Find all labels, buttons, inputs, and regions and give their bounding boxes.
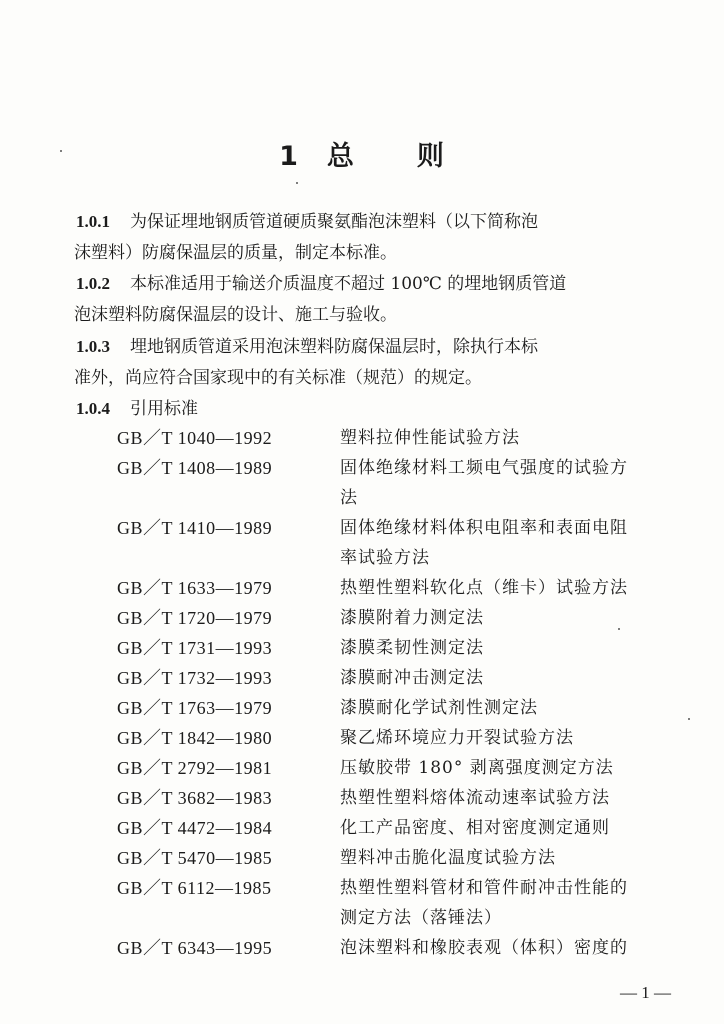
clause-text: 引用标准 [130,399,198,419]
page-number: — 1 — [620,983,671,1002]
clause-text: 为保证埋地钢质管道硬质聚氨酯泡沫塑料（以下简称泡 [130,212,538,232]
list-item-continued [117,543,712,573]
standard-title-continued: 法 [340,488,358,508]
list-item [117,873,712,903]
chapter-title-char-1: 总 [326,141,355,172]
list-item [117,783,712,813]
standard-code: GB／T 5470—1985 [117,848,273,868]
clause-text: 埋地钢质管道采用泡沫塑料防腐保温层时，除执行本标 [130,337,538,357]
standard-code: GB／T 1731—1993 [117,638,273,658]
chapter-title [0,134,724,173]
standard-title: 压敏胶带 180° 剥离强度测定方法 [340,758,614,778]
clause-number: 1.0.1 [76,212,110,231]
standard-code: GB／T 2792—1981 [117,758,273,778]
standard-title: 固体绝缘材料体积电阻率和表面电阻 [340,518,628,538]
list-item [117,573,712,603]
clause-number: 1.0.2 [76,274,110,293]
standard-code: GB／T 6343—1995 [117,938,273,958]
list-item [117,933,712,963]
standard-code: GB／T 3682—1983 [117,788,273,808]
standard-title: 热塑性塑料熔体流动速率试验方法 [340,788,610,808]
clause-number: 1.0.4 [76,399,110,418]
standard-title: 塑料拉伸性能试验方法 [340,428,520,448]
clause-text-continued: 沫塑料）防腐保温层的质量，制定本标准。 [74,243,397,263]
standard-title: 塑料冲击脆化温度试验方法 [340,848,556,868]
standard-code: GB／T 1633—1979 [117,578,273,598]
list-item [117,513,712,543]
list-item [117,603,712,633]
standard-title: 漆膜附着力测定法 [340,608,484,628]
list-item [117,663,712,693]
clause-text-continued: 准外，尚应符合国家现中的有关标准（规范）的规定。 [74,368,482,388]
standard-code: GB／T 1732—1993 [117,668,273,688]
clause-1-0-2 [76,268,712,331]
standard-title: 漆膜柔韧性测定法 [340,638,484,658]
list-item [117,843,712,873]
referenced-standards-list [117,423,712,963]
standard-title: 漆膜耐化学试剂性测定法 [340,698,538,718]
list-item [117,753,712,783]
standard-title-continued: 测定方法（落锤法） [340,908,502,928]
standard-title: 漆膜耐冲击测定法 [340,668,484,688]
standard-title: 热塑性塑料软化点（维卡）试验方法 [340,578,628,598]
list-item-continued [117,483,712,513]
list-item [117,453,712,483]
list-item [117,633,712,663]
clause-number: 1.0.3 [76,337,110,356]
standard-code: GB／T 1408—1989 [117,458,273,478]
standard-title: 固体绝缘材料工频电气强度的试验方 [340,458,628,478]
clause-1-0-1 [76,206,712,269]
standard-code: GB／T 1720—1979 [117,608,273,628]
clause-1-0-4 [76,393,712,425]
standard-code: GB／T 6112—1985 [117,878,272,898]
scan-speck [60,150,62,152]
standard-code: GB／T 1842—1980 [117,728,273,748]
list-item-continued [117,903,712,933]
scan-speck [688,718,690,720]
standard-title: 泡沫塑料和橡胶表观（体积）密度的 [340,938,628,958]
standard-code: GB／T 1410—1989 [117,518,273,538]
standard-title: 化工产品密度、相对密度测定通则 [340,818,610,838]
list-item [117,813,712,843]
list-item [117,693,712,723]
standard-title: 热塑性塑料管材和管件耐冲击性能的 [340,878,628,898]
standard-code: GB／T 4472—1984 [117,818,273,838]
scan-speck [296,182,298,184]
scan-speck [618,628,620,630]
clause-text: 本标准适用于输送介质温度不超过 100℃ 的埋地钢质管道 [130,274,567,294]
chapter-title-char-2: 则 [416,141,445,172]
standard-code: GB／T 1763—1979 [117,698,273,718]
clause-text-continued: 泡沫塑料防腐保温层的设计、施工与验收。 [74,305,397,325]
list-item [117,423,712,453]
standard-code: GB／T 1040—1992 [117,428,273,448]
clause-1-0-3 [76,331,712,394]
list-item [117,723,712,753]
standard-title: 聚乙烯环境应力开裂试验方法 [340,728,574,748]
chapter-number: 1 [279,141,299,172]
standard-title-continued: 率试验方法 [340,548,430,568]
